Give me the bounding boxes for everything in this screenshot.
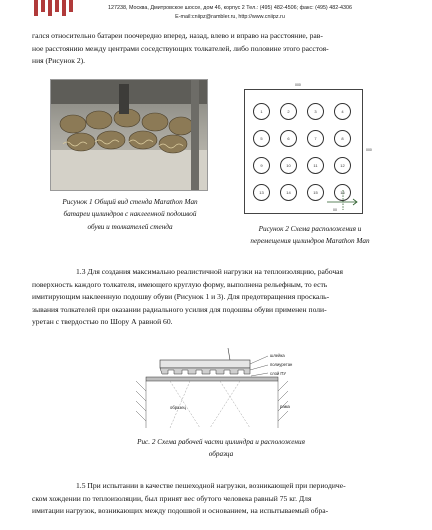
paragraph-1-5 bbox=[32, 480, 406, 518]
text-line: поверхность каждого толкателя, имеющего круглую форму, выполнена рельефным, то есть bbox=[32, 279, 328, 289]
cylinder-circle: 4 bbox=[334, 103, 351, 120]
dimension-bottom: 00 bbox=[333, 208, 337, 212]
text-line: имитации нагрузок, возникающих между подошвой и основанием, на испытываемый обра- bbox=[32, 506, 329, 516]
label-sample: образец bbox=[170, 405, 186, 410]
text-line: имитирующим наклеенную подошву обуви (Рисунок 1 и 3). Для предотвращения проскаль- bbox=[32, 292, 330, 302]
cylinder-circle: 14 bbox=[280, 184, 297, 201]
text-line: ния (Рисунок 2). bbox=[32, 56, 86, 66]
text-line: ное расстоянию между центрами соседствующих толкателей, либо половине этого расстоя- bbox=[32, 43, 329, 53]
label-polyurethane: полиуретан bbox=[270, 362, 293, 367]
cylinder-circle: 1 bbox=[253, 103, 270, 120]
text-line: ском хождении по теплоизоляции, был принят вес обутого человека равный 75 кг. Для bbox=[32, 493, 312, 503]
move-arrows-icon bbox=[323, 186, 363, 212]
label-sole: шлейка bbox=[270, 353, 285, 358]
cylinder-circle: 3 bbox=[307, 103, 324, 120]
cylinder-circle: 15 bbox=[307, 184, 324, 201]
figure3-caption bbox=[96, 436, 346, 461]
cylinder-circle: 10 bbox=[280, 157, 297, 174]
cylinder-circle: 2 bbox=[280, 103, 297, 120]
text-line: гался относительно батареи поочередно вперед, назад, влево и вправо на расстояние, рав- bbox=[32, 31, 323, 40]
stand-photo bbox=[50, 79, 208, 191]
cylinder-circle: 11 bbox=[307, 157, 324, 174]
caption-line: Рис. 2 Схема рабочей части цилиндра и расположения bbox=[137, 438, 305, 446]
paragraph-1-3 bbox=[32, 266, 406, 329]
caption-line: обуви и толкателей стенда bbox=[87, 222, 173, 231]
caption-line: Рисунок 1 Общий вид стенда Marathon Man bbox=[62, 198, 198, 206]
cylinder-circle: 12 bbox=[334, 157, 351, 174]
text-line: 1.3 Для создания максимально реалистичной нагрузки на теплоизоляцию, рабочая bbox=[76, 267, 344, 276]
label-frame: рама bbox=[280, 404, 290, 409]
dimension-side: 000 bbox=[366, 148, 372, 152]
header-address: 127238, Москва, Дмитровское шоссе, дом 46, корпус 2 Тел.: (495) 482-4506; факс: (495) 482-4306 bbox=[107, 5, 353, 11]
label-layer: слой ПУ bbox=[270, 371, 287, 376]
caption-line: Рисунок 2 Схема расположения и bbox=[258, 225, 362, 233]
cylinder-circle: 5 bbox=[253, 130, 270, 147]
cylinder-circle: 9 bbox=[253, 157, 270, 174]
caption-line: образца bbox=[208, 450, 234, 459]
caption-line: перемещения цилиндров Marathon Man bbox=[250, 237, 370, 246]
text-line: 1.5 При испытании в качестве пешеходной нагрузки, возникающей при периодиче- bbox=[76, 481, 346, 490]
cylinder-circle: 8 bbox=[334, 130, 351, 147]
cylinders-layout-schema bbox=[244, 83, 372, 214]
cylinder-circle: 7 bbox=[307, 130, 324, 147]
cylinder-circle: 16 bbox=[334, 184, 351, 201]
figure1-caption bbox=[44, 196, 216, 233]
institute-logo bbox=[32, 0, 76, 16]
caption-line: батареи цилиндров с наклеенной подошвой bbox=[63, 210, 197, 219]
paragraph-top bbox=[32, 30, 406, 68]
cylinder-circle: 6 bbox=[280, 130, 297, 147]
cylinder-circle: 13 bbox=[253, 184, 270, 201]
text-line: зывания толкателей при оказании радиального усилия для подошвы обуви применен поли- bbox=[32, 304, 327, 314]
text-line: уретан с твердостью по Шору А равной 60. bbox=[32, 317, 173, 327]
figure2-caption bbox=[226, 223, 394, 248]
header-contacts: E-mail:cniipz@rambler.ru, http://www.cniipz.ru bbox=[175, 14, 285, 20]
cylinder-working-part-schema bbox=[130, 346, 312, 429]
dimension-top: 000 bbox=[295, 83, 301, 87]
